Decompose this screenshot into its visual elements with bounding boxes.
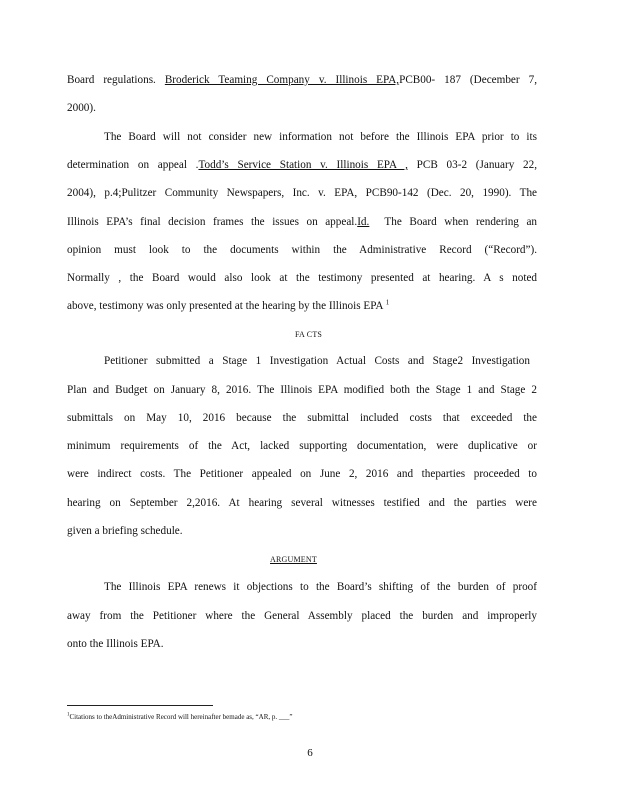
body-line: Normally , the Board would also look at the testimony presented at hearing. A s noted: [67, 272, 537, 284]
body-line: 2004), p.4;Pulitzer Community Newspapers, Inc. v. EPA, PCB90-142 (Dec. 20, 1990). The: [67, 187, 537, 199]
footnote: [67, 713, 397, 722]
body-line: were indirect costs. The Petitioner appealed on June 2, 2016 and theparties proceeded to: [67, 468, 537, 480]
footnote-marker: 1: [67, 712, 70, 718]
facts-heading: FA CTS: [295, 330, 323, 339]
footnote-reference: 1: [385, 298, 390, 307]
body-line: onto the Illinois EPA.: [67, 638, 164, 650]
id-citation: Id.: [357, 216, 370, 228]
paragraph-first-line: The Board will not consider new information not before the Illinois EPA prior to its: [104, 131, 537, 143]
case-citation: Todd’s Service Station v. Illinois EPA ,: [198, 159, 408, 171]
body-line: submittals on May 10, 2016 because the submittal included costs that exceeded the: [67, 412, 537, 424]
body-line: away from the Petitioner where the General Assembly placed the burden and improperly: [67, 610, 537, 622]
body-line: opinion must look to the documents within the Administrative Record (“Record”).: [67, 244, 537, 256]
body-line: determination on appeal .Todd’s Service Station v. Illinois EPA , PCB 03-2 (January 22,: [67, 159, 537, 171]
body-line: given a briefing schedule.: [67, 525, 183, 537]
body-line: Illinois EPA’s final decision frames the issues on appeal.Id. The Board when rendering an: [67, 216, 537, 228]
body-line: hearing on September 2,2016. At hearing several witnesses testified and the parties were: [67, 497, 537, 509]
paragraph-first-line: The Illinois EPA renews it objections to the Board’s shifting of the burden of proof: [104, 581, 537, 593]
body-line: Board regulations. Broderick Teaming Company v. Illinois EPA,PCB00- 187 (December 7,: [67, 74, 537, 86]
argument-heading: ARGUMENT: [270, 555, 317, 564]
footnote-separator: [67, 705, 213, 706]
body-line: above, testimony was only presented at the hearing by the Illinois EPA $^1$: [67, 298, 390, 312]
case-citation: Broderick Teaming Company v. Illinois EPA,: [164, 74, 400, 86]
page-number: 6: [307, 747, 313, 759]
body-line: Plan and Budget on January 8, 2016. The Illinois EPA modified both the Stage 1 and Stage 2: [67, 384, 537, 396]
footnote-text: Citations to theAdministrative Record will hereinafter bemade as, “AR, p. ___”: [69, 713, 293, 721]
body-line: minimum requirements of the Act, lacked supporting documentation, were duplicative or: [67, 440, 537, 452]
body-line: 2000).: [67, 102, 96, 114]
paragraph-first-line: Petitioner submitted a Stage 1 Investigation Actual Costs and Stage2 Investigation: [104, 355, 530, 367]
